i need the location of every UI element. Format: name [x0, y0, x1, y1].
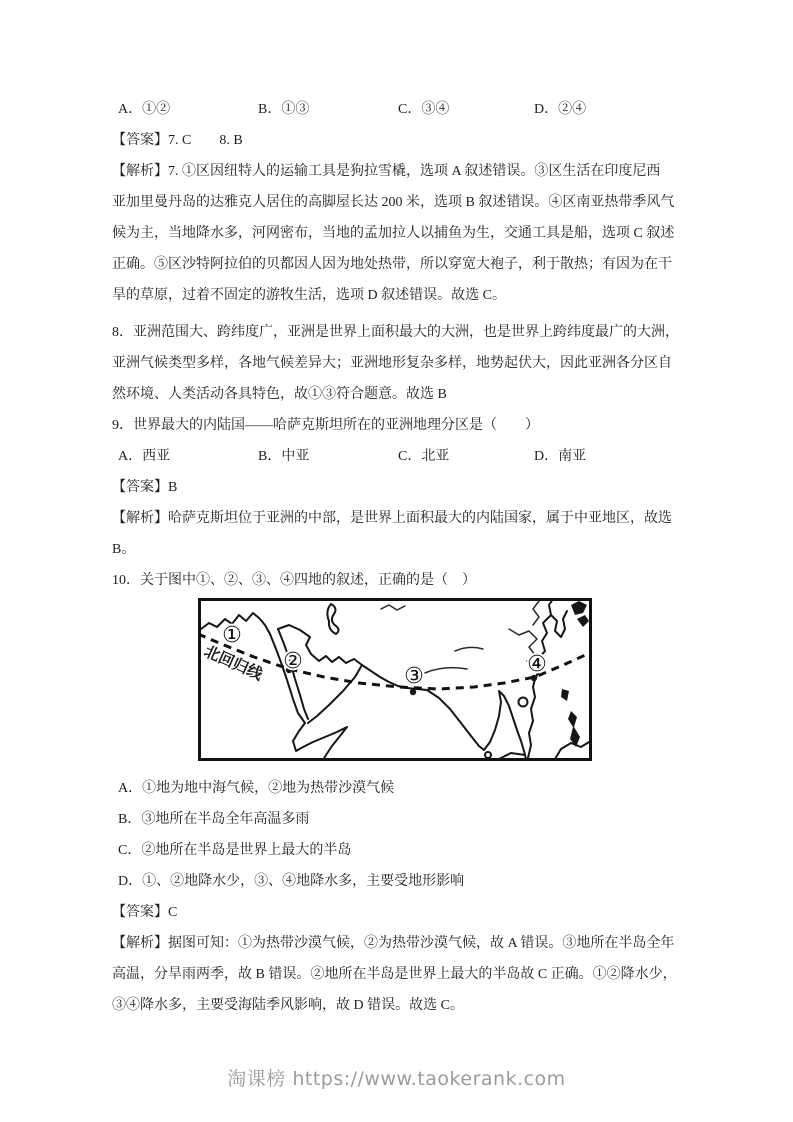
q7-analysis-line: 候为主，当地降水多，河网密布，当地的孟加拉人以捕鱼为生，交通工具是船，选项 C 叙述	[112, 226, 675, 241]
q9-option-c: C．北亚	[398, 449, 450, 464]
q10-question-line: 10．关于图中①、②、③、④四地的叙述，正确的是（ ）	[112, 573, 476, 588]
q10-option-a: A．①地为地中海气候，②地为热带沙漠气候	[118, 781, 395, 796]
q10-option-c: C．②地所在半岛是世界上最大的半岛	[118, 843, 352, 858]
q7-option-d: D．②④	[534, 102, 587, 117]
footer-watermark: 淘课榜 https://www.taokerank.com	[227, 1068, 566, 1090]
document-content	[112, 94, 678, 1021]
q10-option-d: D．①、②地降水少，③、④地降水多，主要受地形影响	[118, 874, 465, 889]
q9-option-b: B．中亚	[258, 449, 310, 464]
q8-analysis-line: 亚洲气候类型多样，各地气候差异大；亚洲地形复杂多样，地势起伏大，因此亚洲各分区自	[112, 356, 672, 371]
q10-analysis-line: 【解析】据图可知：①为热带沙漠气候，②为热带沙漠气候，故 A 错误。③地所在半岛全年	[112, 936, 675, 951]
q7-options-row	[112, 94, 678, 125]
q7-option-b: B．①③	[258, 102, 310, 117]
q7-analysis-line: 【解析】7. ①区因纽特人的运输工具是狗拉雪橇，选项 A 叙述错误。③区生活在印度尼西	[112, 164, 661, 179]
q10-analysis-line: 高温，分旱雨两季，故 B 错误。②地所在半岛是世界上最大的半岛故 C 正确。①②降水少，	[112, 967, 677, 982]
marker-4-label: ④	[527, 652, 547, 677]
asia-map-figure	[198, 598, 592, 761]
q7-answer-line: 【答案】7. C 8. B	[112, 133, 243, 148]
marker-dot-3	[410, 689, 416, 695]
q9-analysis-line: B。	[112, 542, 136, 557]
q8-analysis-line: 然环境、人类活动各具特色，故①③符合题意。故选 B	[112, 387, 447, 402]
tropic-of-cancer-label: 北回归线	[201, 643, 265, 684]
q7-option-c: C．③④	[398, 102, 450, 117]
q8-analysis-line: 8．亚洲范围大、跨纬度广，亚洲是世界上面积最大的大洲，也是世界上跨纬度最广的大洲，	[112, 325, 679, 340]
q7-analysis-line: 旱的草原，过着不固定的游牧生活，选项 D 叙述错误。故选 C。	[112, 288, 506, 303]
q9-analysis-line: 【解析】哈萨克斯坦位于亚洲的中部，是世界上面积最大的内陆国家，属于中亚地区，故选	[112, 511, 672, 526]
q10-analysis-line: ③④降水多，主要受海陆季风影响，故 D 错误。故选 C。	[112, 998, 464, 1013]
q9-options-row	[112, 441, 678, 472]
q9-answer-line: 【答案】B	[112, 480, 178, 495]
q9-question-line: 9．世界最大的内陆国——哈萨克斯坦所在的亚洲地理分区是（ ）	[112, 418, 539, 433]
asia-map-svg	[198, 598, 592, 761]
q10-option-b: B．③地所在半岛全年高温多雨	[118, 812, 310, 827]
marker-3-label: ③	[404, 664, 424, 689]
q7-analysis-line: 亚加里曼丹岛的达雅克人居住的高脚屋长达 200 米，选项 B 叙述错误。④区南亚热带季风气	[112, 195, 675, 210]
marker-2-label: ②	[283, 649, 303, 674]
q7-analysis-line: 正确。⑤区沙特阿拉伯的贝都因人因为地处热带，所以穿宽大袍子，利于散热；有因为在干	[112, 257, 672, 272]
q10-answer-line: 【答案】C	[112, 905, 178, 920]
q9-option-a: A．西亚	[118, 449, 171, 464]
q7-option-a: A．①②	[118, 102, 171, 117]
q9-option-d: D．南亚	[534, 449, 587, 464]
marker-1-label: ①	[222, 623, 242, 648]
